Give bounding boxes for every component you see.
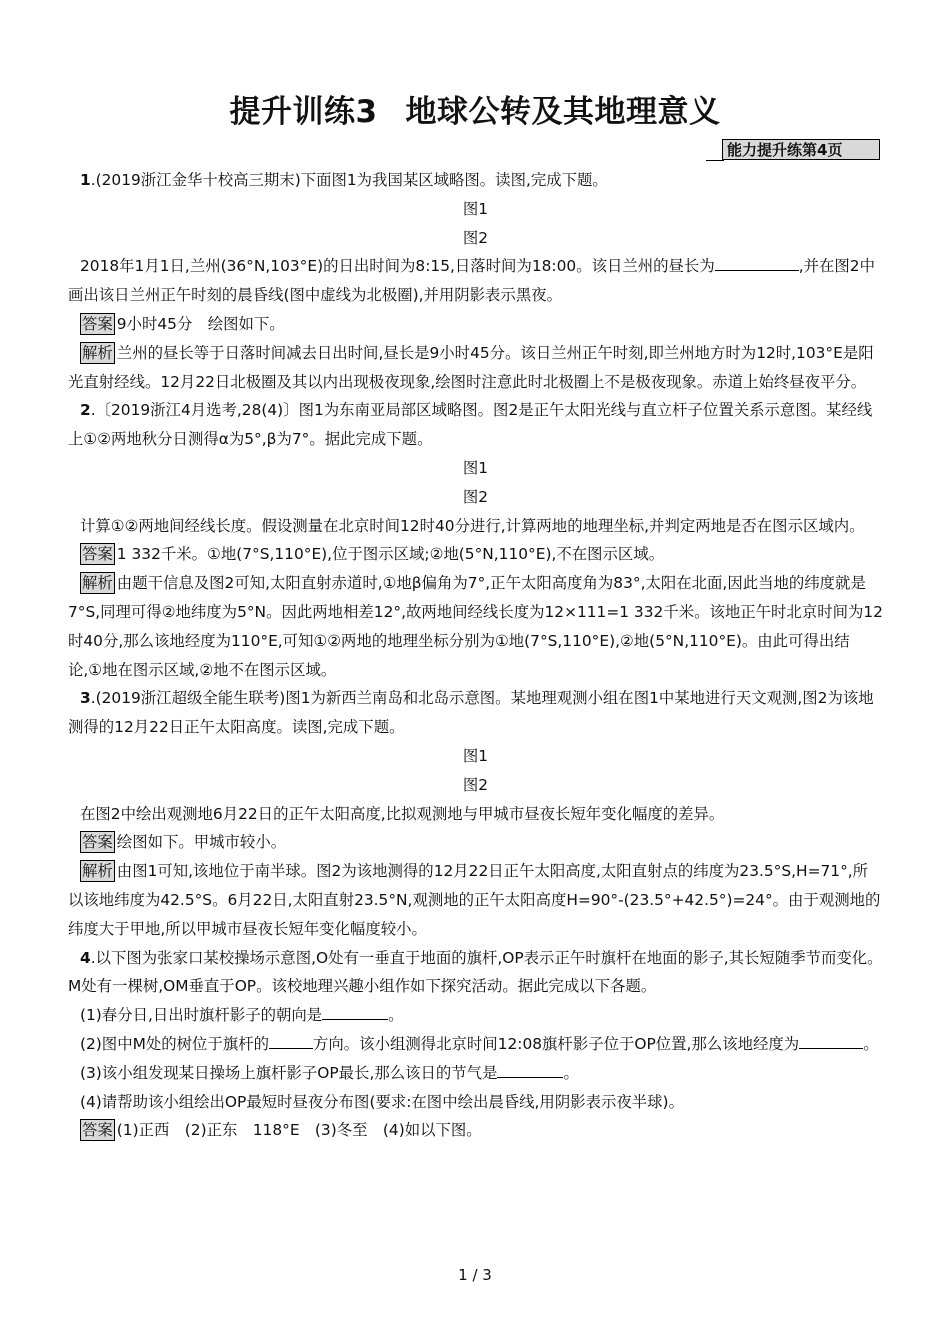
q4-answer: 答案 (1)正西 (2)正东 118°E (3)冬至 (4)如以下图。 [82, 1121, 482, 1140]
answer-blank [799, 1032, 863, 1049]
q1-intro: 1.(2019浙江金华十校高三期末)下面图1为我国某区域略图。读图,完成下题。 [80, 171, 608, 189]
answer-label: 答案 [82, 545, 113, 564]
q1-answer: 答案 9小时45分 绘图如下。 [82, 314, 285, 333]
q2-figure1-caption: 图1 [462, 458, 489, 477]
q3-answer: 答案 绘图如下。甲城市较小。 [82, 833, 287, 852]
answer-blank [715, 254, 799, 271]
q4-intro: 4.以下图为张家口某校操场示意图,O处有一垂直于地面的旗杆,OP表示正午时旗杆在地面的影子,其长短随季节而变化。M处有一棵树,OM垂直于OP。该校地理兴趣小组作如下探究活动。据此完成以下各题。 [68, 948, 883, 996]
analysis-label: 解析 [82, 343, 113, 362]
analysis-label: 解析 [82, 574, 113, 593]
q1-question: 2018年1月1日,兰州(36°N,103°E)的日出时间为8:15,日落时间为18:00。该日兰州的昼长为 ,并在图2中画出该日兰州正午时刻的晨昏线(图中虚线为北极圈),并用阴影表示黑夜。 [68, 252, 883, 310]
tag-leader-line [706, 160, 724, 161]
q4-number: 4 [80, 948, 91, 967]
answer-label: 答案 [82, 1121, 113, 1140]
q1-figure1-caption: 图1 [462, 199, 489, 218]
page-title [0, 86, 950, 131]
q3-intro: 3.(2019浙江超级全能生联考)图1为新西兰南岛和北岛示意图。某地理观测小组在图1中某地进行天文观测,图2为该地测得的12月22日正午太阳高度。读图,完成下题。 [68, 689, 874, 737]
answer-blank [269, 1032, 313, 1049]
q4-sub3: (3)该小组发现某日操场上旗杆影子OP最长,那么该日的节气是 。 [68, 1059, 883, 1088]
answer-label: 答案 [82, 314, 113, 333]
q1-number: 1 [80, 171, 91, 189]
document-body [68, 166, 883, 1145]
q3-figure1-caption: 图1 [462, 746, 489, 765]
q4-sub2: (2)图中M处的树位于旗杆的 方向。该小组测得北京时间12:08旗杆影子位于OP位置,那么该地经度为 。 [68, 1030, 883, 1059]
q2-question: 计算①②两地间经线长度。假设测量在北京时间12时40分进行,计算两地的地理坐标,并判定两地是否在图示区域内。 [80, 516, 865, 535]
page-number: 1 / 3 [458, 1266, 492, 1284]
q2-figure2-caption: 图2 [462, 487, 489, 506]
q4-sub1: (1)春分日,日出时旗杆影子的朝向是 。 [68, 1001, 883, 1030]
q2-answer: 答案 1 332千米。①地(7°S,110°E),位于图示区域;②地(5°N,110°E),不在图示区域。 [82, 545, 665, 564]
title-part2: 地球公转及其地理意义 [405, 94, 721, 130]
page-reference-tag: 能力提升练第4页 [722, 139, 880, 160]
title-part1: 提升训练3 [229, 94, 378, 130]
q2-intro: 2.〔2019浙江4月选考,28(4)〕图1为东南亚局部区域略图。图2是正午太阳光线与直立杆子位置关系示意图。某经线上①②两地秋分日测得α为5°,β为7°。据此完成下题。 [68, 401, 873, 449]
q3-figure2-caption: 图2 [462, 775, 489, 794]
answer-blank [497, 1061, 563, 1078]
q1-analysis: 解析 兰州的昼长等于日落时间减去日出时间,昼长是9小时45分。该日兰州正午时刻,即兰州地方时为12时,103°E是阳光直射经线。12月22日北极圈及其以内出现极夜现象,绘图时注意此时北极圈上不是极夜现象。赤道上始终昼夜平分。 [68, 343, 874, 391]
q3-analysis: 解析 由图1可知,该地位于南半球。图2为该地测得的12月22日正午太阳高度,太阳直射点的纬度为23.5°S,H=71°,所以该地纬度为42.5°S。6月22日,太阳直射23.5°N,观测地的正午太阳高度H=90°-(23.5°+42.5°)=24°。由于观测地的纬度大于甲地,所以甲城市昼夜长短年变化幅度较小。 [68, 862, 881, 938]
q2-number: 2 [80, 401, 91, 420]
q1-figure2-caption: 图2 [462, 228, 489, 247]
q4-sub4: (4)请帮助该小组绘出OP最短时昼夜分布图(要求:在图中绘出晨昏线,用阴影表示夜半球)。 [80, 1092, 684, 1111]
answer-label: 答案 [82, 833, 113, 852]
q3-question: 在图2中绘出观测地6月22日的正午太阳高度,比拟观测地与甲城市昼夜长短年变化幅度的差异。 [80, 804, 725, 823]
q3-number: 3 [80, 689, 91, 708]
q2-analysis: 解析 由题干信息及图2可知,太阳直射赤道时,①地β偏角为7°,正午太阳高度角为83°,太阳在北面,因此当地的纬度就是7°S,同理可得②地纬度为5°N。因此两地相差12°,故两地间经线长度为12×111=1 332千米。该地正午时北京时间为12时40分,那么该地经度为110°E,可知①②两地的地理坐标分别为①地(7°S,110°E),②地(5°N,110°E)。由此可得出结论,①地在图示区域,②地不在图示区域。 [68, 574, 883, 679]
answer-blank [322, 1003, 388, 1020]
analysis-label: 解析 [82, 862, 113, 881]
